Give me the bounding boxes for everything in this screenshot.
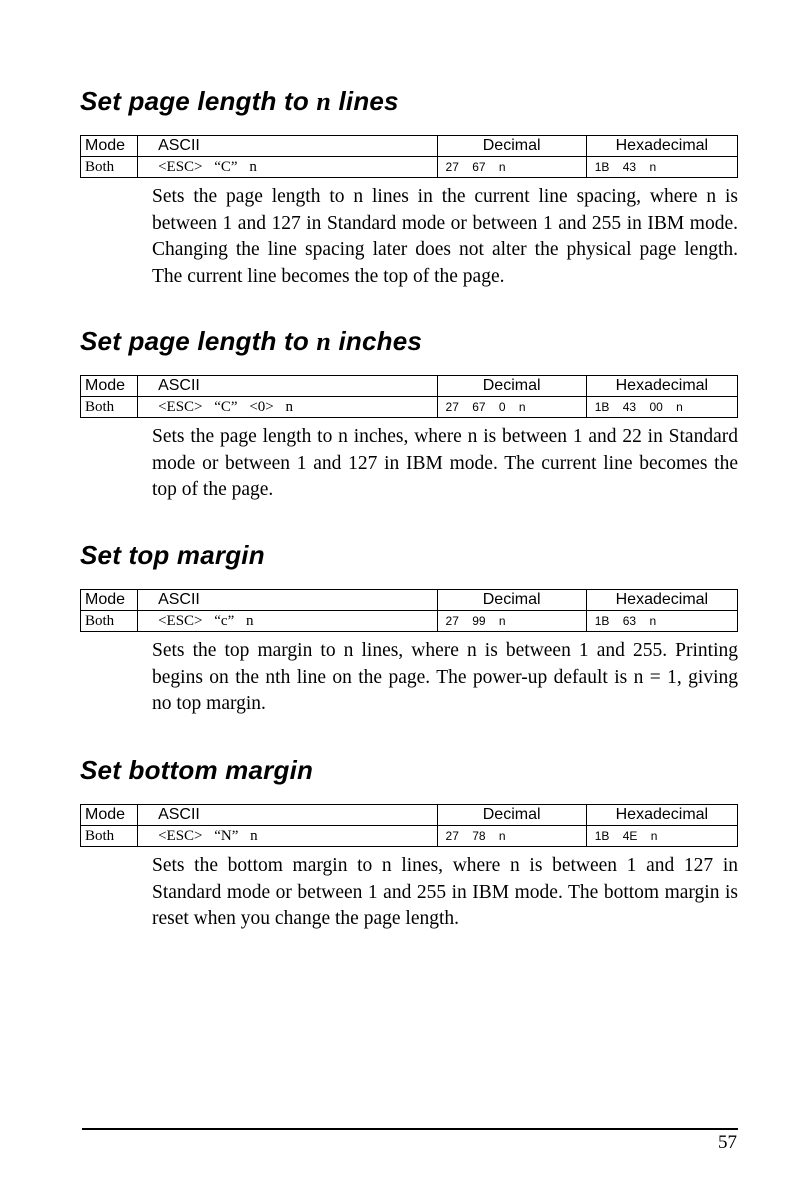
header-hexadecimal: Hexadecimal bbox=[586, 805, 737, 826]
header-ascii: ASCII bbox=[138, 136, 437, 157]
cell-hexadecimal: 1B 43 00 n bbox=[586, 397, 737, 418]
section-heading: Set page length to n lines bbox=[80, 86, 399, 116]
cell-decimal: 27 99 n bbox=[437, 611, 586, 632]
cell-ascii: <ESC> “N” n bbox=[138, 826, 437, 847]
cell-ascii: <ESC> “C” n bbox=[138, 157, 437, 178]
command-table bbox=[80, 804, 738, 847]
command-table bbox=[80, 375, 738, 418]
cell-mode: Both bbox=[81, 826, 138, 847]
cell-hexadecimal: 1B 63 n bbox=[586, 611, 737, 632]
section-heading: Set top margin bbox=[80, 540, 265, 570]
header-mode: Mode bbox=[81, 376, 138, 397]
header-ascii: ASCII bbox=[138, 590, 437, 611]
cell-hexadecimal: 1B 4E n bbox=[586, 826, 737, 847]
footer-divider bbox=[82, 1128, 738, 1130]
command-table bbox=[80, 589, 738, 632]
header-decimal: Decimal bbox=[437, 590, 586, 611]
section-page-length-lines bbox=[80, 86, 738, 290]
header-mode: Mode bbox=[81, 590, 138, 611]
header-mode: Mode bbox=[81, 136, 138, 157]
cell-mode: Both bbox=[81, 157, 138, 178]
section-description: Sets the bottom margin to n lines, where n is between 1 and 127 in Standard mode or between 1 and 255 in IBM mode. The bottom margin is reset when you change the page length. bbox=[152, 855, 738, 929]
section-page-length-inches bbox=[80, 326, 738, 504]
command-table bbox=[80, 135, 738, 178]
section-top-margin bbox=[80, 540, 738, 718]
cell-ascii: <ESC> “C” <0> n bbox=[138, 397, 437, 418]
cell-hexadecimal: 1B 43 n bbox=[586, 157, 737, 178]
header-ascii: ASCII bbox=[138, 805, 437, 826]
cell-decimal: 27 67 0 n bbox=[437, 397, 586, 418]
header-mode: Mode bbox=[81, 805, 138, 826]
header-ascii: ASCII bbox=[138, 376, 437, 397]
cell-mode: Both bbox=[81, 611, 138, 632]
section-description: Sets the top margin to n lines, where n is between 1 and 255. Printing begins on the nth line on the page. The power-up default is n = 1, giving no top margin. bbox=[152, 640, 738, 714]
cell-ascii: <ESC> “c” n bbox=[138, 611, 437, 632]
section-heading: Set page length to n inches bbox=[80, 326, 423, 356]
section-bottom-margin bbox=[80, 755, 738, 933]
page-number: 57 bbox=[718, 1132, 737, 1153]
header-hexadecimal: Hexadecimal bbox=[586, 590, 737, 611]
section-heading: Set bottom margin bbox=[80, 755, 314, 785]
section-description: Sets the page length to n inches, where n is between 1 and 22 in Standard mode or between 1 and 127 in IBM mode. The current line becomes the top of the page. bbox=[152, 426, 738, 500]
cell-decimal: 27 67 n bbox=[437, 157, 586, 178]
header-hexadecimal: Hexadecimal bbox=[586, 376, 737, 397]
header-decimal: Decimal bbox=[437, 805, 586, 826]
section-description: Sets the page length to n lines in the current line spacing, where n is between 1 and 127 in Standard mode or between 1 and 255 in IBM mode. Changing the line spacing later does not alter the physical page length. The current line becomes the top of the page. bbox=[152, 186, 738, 287]
cell-decimal: 27 78 n bbox=[437, 826, 586, 847]
header-decimal: Decimal bbox=[437, 376, 586, 397]
header-hexadecimal: Hexadecimal bbox=[586, 136, 737, 157]
header-decimal: Decimal bbox=[437, 136, 586, 157]
cell-mode: Both bbox=[81, 397, 138, 418]
